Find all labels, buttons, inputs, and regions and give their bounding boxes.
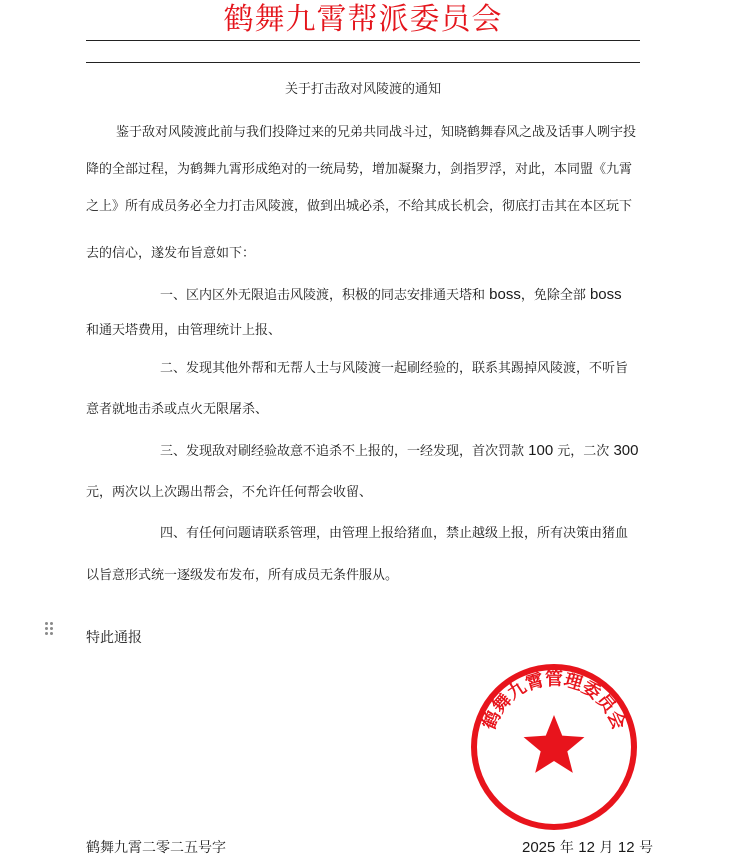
special-notice-text: 特此通报 [86, 630, 142, 646]
item-3-fine-2: 300 [613, 442, 639, 459]
item-3-fine-1: 100 [528, 442, 554, 459]
preamble-line-4: 去的信心，遂发布旨意如下： [86, 246, 256, 261]
item-2-line-1: 二、发现其他外帮和无帮人士与风陵渡一起刷经验的，联系其踢掉风陵渡，不听旨 [160, 361, 629, 376]
preamble-line-3: 之上》所有成员务必全力打击风陵渡，做到出城必杀，不给其成长机会，彻底打击其在本区玩下 [86, 199, 633, 214]
date-month: 12 [578, 839, 595, 856]
item-1-boss-2: boss [589, 286, 622, 303]
item-3-text-c: 元，二次 [553, 444, 614, 459]
item-1-text-a: 一、区内区外无限追击风陵渡，积极的同志安排通天塔和 [160, 288, 490, 303]
item-1-line-1 [160, 285, 622, 306]
document-number: 鹤舞九霄二零二五号字 [86, 840, 226, 856]
item-4-line-1: 四、有任何问题请联系管理，由管理上报给猪血，禁止越级上报，所有决策由猪血 [160, 526, 629, 541]
item-4-line-2: 以旨意形式统一逐级发布发布，所有成员无条件服从。 [86, 568, 399, 583]
org-header-title: 鹤舞九霄帮派委员会 [223, 2, 503, 37]
issue-date [522, 838, 653, 858]
header-rule-top [86, 40, 640, 41]
date-month-unit: 月 [594, 840, 618, 856]
item-3-line-1 [160, 441, 638, 462]
item-3-line-2: 元，两次以上次踢出帮会，不允许任何帮会收留、 [86, 485, 373, 500]
item-1-text-c: ，免除全部 [520, 288, 590, 303]
date-year: 2025 [522, 839, 556, 856]
item-1-boss-1: boss [489, 286, 521, 303]
preamble-line-2: 降的全部过程，为鹤舞九霄形成绝对的一统局势，增加凝聚力，剑指罗浮，对此，本同盟《九霄 [86, 162, 633, 177]
date-day: 12 [617, 839, 635, 856]
preamble-line-1: 鉴于敌对风陵渡此前与我们投降过来的兄弟共同战斗过，知晓鹤舞春风之战及话事人咧宇投 [116, 125, 637, 140]
seal-star-icon [524, 715, 585, 773]
header-rule-bottom [86, 62, 640, 63]
item-1-line-2: 和通天塔费用，由管理统计上报、 [86, 323, 282, 338]
item-2-line-2: 意者就地击杀或点火无限屠杀、 [86, 402, 269, 417]
official-seal [469, 662, 639, 832]
item-3-text-a: 三、发现敌对刷经验故意不追杀不上报的，一经发现，首次罚款 [160, 444, 529, 459]
seal-text: 鹤舞九霄管理委员会 [478, 668, 630, 733]
drag-handle-icon[interactable] [44, 621, 54, 637]
date-day-unit: 号 [634, 840, 654, 856]
date-year-unit: 年 [555, 840, 579, 856]
notice-title: 关于打击敌对风陵渡的通知 [284, 82, 441, 97]
